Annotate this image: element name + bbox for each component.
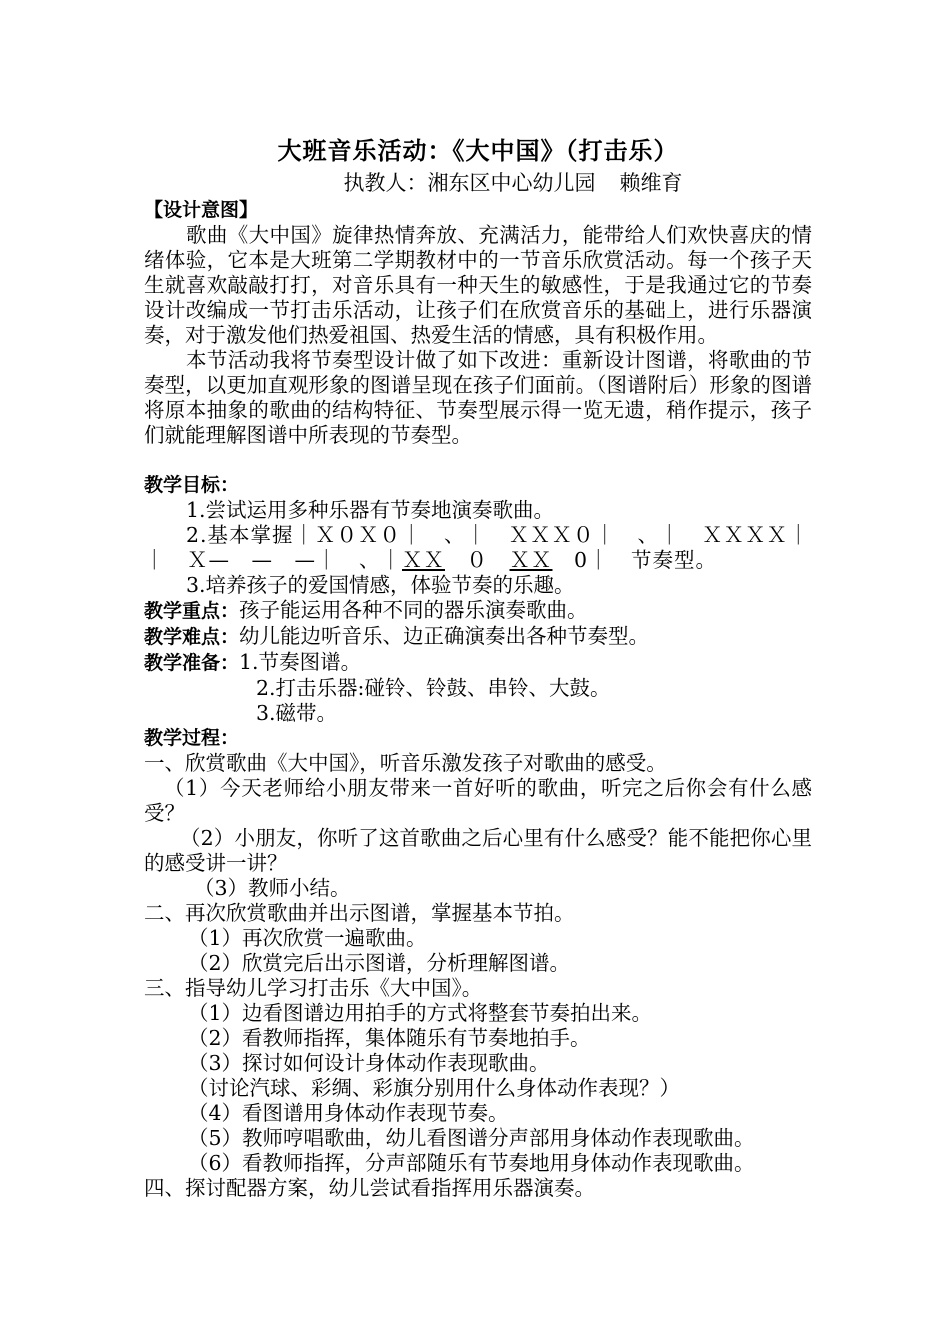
preparation-item-1: 1.节奏图谱。 [239, 650, 362, 674]
process-step-1-1: （1）今天老师给小朋友带来一首好听的歌曲，听完之后你会有什么感受？ [144, 776, 812, 825]
process-step-1-2: （2）小朋友，你听了这首歌曲之后心里有什么感受？能不能把你心里的感受讲一讲？ [144, 826, 812, 875]
goal-item-1: 1.尝试运用多种乐器有节奏地演奏歌曲。 [186, 498, 555, 522]
difficulty [144, 624, 812, 650]
process-step-1: 一、欣赏歌曲《大中国》，听音乐激发孩子对歌曲的感受。 [144, 751, 667, 775]
author-label: 执教人：湘东区中心幼儿园 [343, 171, 596, 195]
process-step-3-2: （2）看教师指挥，集体随乐有节奏地拍手。 [188, 1026, 591, 1050]
process-step-3-4: （4）看图谱用身体动作表现节奏。 [188, 1101, 509, 1125]
rhythm-suffix: 节奏型。 [631, 548, 718, 572]
process-step-3-3-note: （讨论汽球、彩绸、彩旗分别用什么身体动作表现？） [188, 1076, 680, 1100]
rhythm-xx-2: ＸＸ [509, 548, 553, 572]
preparation [144, 650, 812, 676]
rhythm-zero-2: 0｜ [552, 548, 610, 572]
design-intent-paragraph-1: 歌曲《大中国》旋律热情奔放、充满活力，能带给人们欢快喜庆的情绪体验，它本是大班第二学期教材中的一节音乐欣赏活动。每一个孩子天生就喜欢敲敲打打，对音乐具有一种天生的敏感性，于是我通过它的节奏设计改编成一节打击乐活动，让孩子们在欣赏音乐的基础上，进行乐器演奏，对于激发他们热爱祖国、热爱生活的情感，具有积极作用。 [144, 223, 812, 347]
key-point-label: 教学重点： [144, 600, 240, 622]
difficulty-label: 教学难点： [144, 626, 240, 648]
author-name: 赖维育 [619, 171, 683, 195]
preparation-label: 教学准备： [144, 652, 240, 674]
process-step-4: 四、探讨配器方案，幼儿尝试看指挥用乐器演奏。 [144, 1176, 595, 1200]
key-point-text: 孩子能运用各种不同的器乐演奏歌曲。 [239, 598, 588, 622]
lesson-plan-page [144, 130, 812, 1201]
blank-line [144, 448, 812, 473]
process-step-3-5: （5）教师哼唱歌曲，幼儿看图谱分声部用身体动作表现歌曲。 [188, 1126, 755, 1150]
key-point [144, 598, 812, 624]
process-step-1-3: （3）教师小结。 [194, 876, 351, 900]
goal-item-3: 3.培养孩子的爱国情感，体验节奏的乐趣。 [186, 573, 575, 597]
design-intent-paragraph-2: 本节活动我将节奏型设计做了如下改进：重新设计图谱，将歌曲的节奏型，以更加直观形象的图谱呈现在孩子们面前。（图谱附后）形象的图谱将原本抽象的歌曲的结构特征、节奏型展示得一览无遗，稍作提示，孩子们就能理解图谱中所表现的节奏型。 [144, 348, 812, 447]
goal-item-2: 2.基本掌握｜Ｘ０Ｘ０｜ 、｜ ＸＸＸ０｜ 、｜ ＸＸＸＸ｜ [186, 523, 810, 547]
preparation-item-2: 2.打击乐器:碰铃、铃鼓、串铃、大鼓。 [256, 676, 611, 700]
author-line [144, 168, 812, 198]
process-step-3-6: （6）看教师指挥，分声部随乐有节奏地用身体动作表现歌曲。 [188, 1151, 755, 1175]
process-step-2-1: （1）再次欣赏一遍歌曲。 [188, 926, 427, 950]
document-title: 大班音乐活动：《大中国》（打击乐） [277, 137, 679, 165]
process-step-3-3: （3）探讨如何设计身体动作表现歌曲。 [188, 1051, 550, 1075]
process-step-3: 三、指导幼儿学习打击乐《大中国》。 [144, 976, 483, 1000]
rhythm-pattern-a: ｜ Ｘ— — —｜ 、｜ [144, 548, 402, 572]
process-step-2: 二、再次欣赏歌曲并出示图谱，掌握基本节拍。 [144, 901, 575, 925]
design-intent-heading: 【设计意图】 [144, 199, 259, 221]
preparation-item-3: 3.磁带。 [256, 701, 338, 725]
goals-heading: 教学目标： [144, 474, 240, 496]
process-heading: 教学过程： [144, 727, 240, 749]
process-step-3-1: （1）边看图谱边用拍手的方式将整套节奏拍出来。 [188, 1001, 653, 1025]
goal-item-2-rhythm-line [144, 548, 812, 573]
rhythm-xx-1: ＸＸ [402, 548, 445, 572]
process-step-2-2: （2）欣赏完后出示图谱，分析理解图谱。 [188, 951, 571, 975]
rhythm-zero-1: ０ [445, 548, 510, 572]
difficulty-text: 幼儿能边听音乐、边正确演奏出各种节奏型。 [239, 624, 650, 648]
